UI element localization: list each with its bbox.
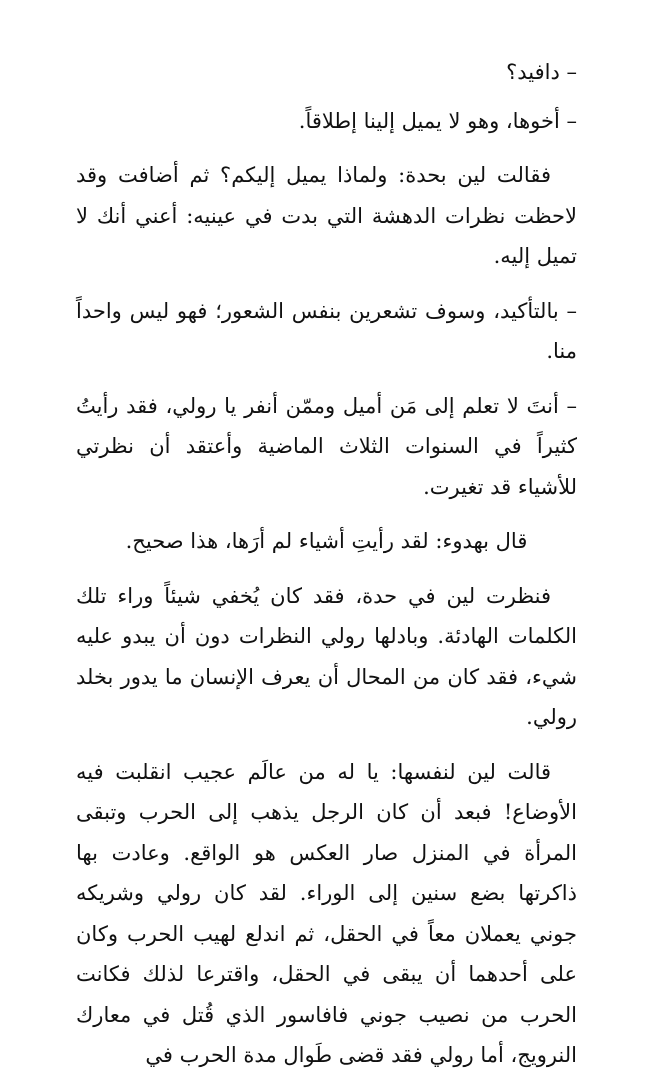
paragraph-5: – أنتَ لا تعلم إلى مَن أميل وممّن أنفر يا رولي، فقد رأيتُ كثيراً في السنوات الثلاث الماضية وأعتقد أن نظرتي للأشياء قد تغيرت. [76, 393, 577, 499]
paragraph-8: قالت لين لنفسها: يا له من عالَم عجيب انقلبت فيه الأوضاع! فبعد أن كان الرجل يذهب إلى الحرب وتبقى المرأة في المنزل صار العكس هو الواقع. وعادت بها ذاكرتها بضع سنين إلى الوراء. لقد كان رولي وشريكه جوني يعملان معاً في الحقل، ثم اندلع لهيب الحرب وكان على أحدهما أن يبقى في الحقل، واقترعا لذلك فكانت الحرب من نصيب جوني فافاسور الذي قُتل في معارك النرويج، أما رولي فقد قضى طَوال مدة الحرب في [76, 759, 577, 1067]
paragraph-6: قال بهدوء: لقد رأيتِ أشياء لم أرَها، هذا صحيح. [125, 529, 528, 553]
paragraph-4: – بالتأكيد، وسوف تشعرين بنفس الشعور؛ فهو ليس واحداً منا. [76, 298, 577, 363]
paragraph-1: – دافيد؟ [506, 60, 577, 84]
paragraph-3: فقالت لين بحدة: ولماذا يميل إليكم؟ ثم أضافت وقد لاحظت نظرات الدهشة التي بدت في عينيه: أعني أنك لا تميل إليه. [76, 163, 577, 268]
paragraph-2: – أخوها، وهو لا يميل إلينا إطلاقاً. [298, 108, 577, 133]
paragraph-7: فنظرت لين في حدة، فقد كان يُخفي شيئاً وراء تلك الكلمات الهادئة. وبادلها رولي النظرات دون أن يبدو عليه شيء، فقد كان من المحال أن يعرف الإنسان ما يدور بخلد رولي. [76, 583, 578, 729]
